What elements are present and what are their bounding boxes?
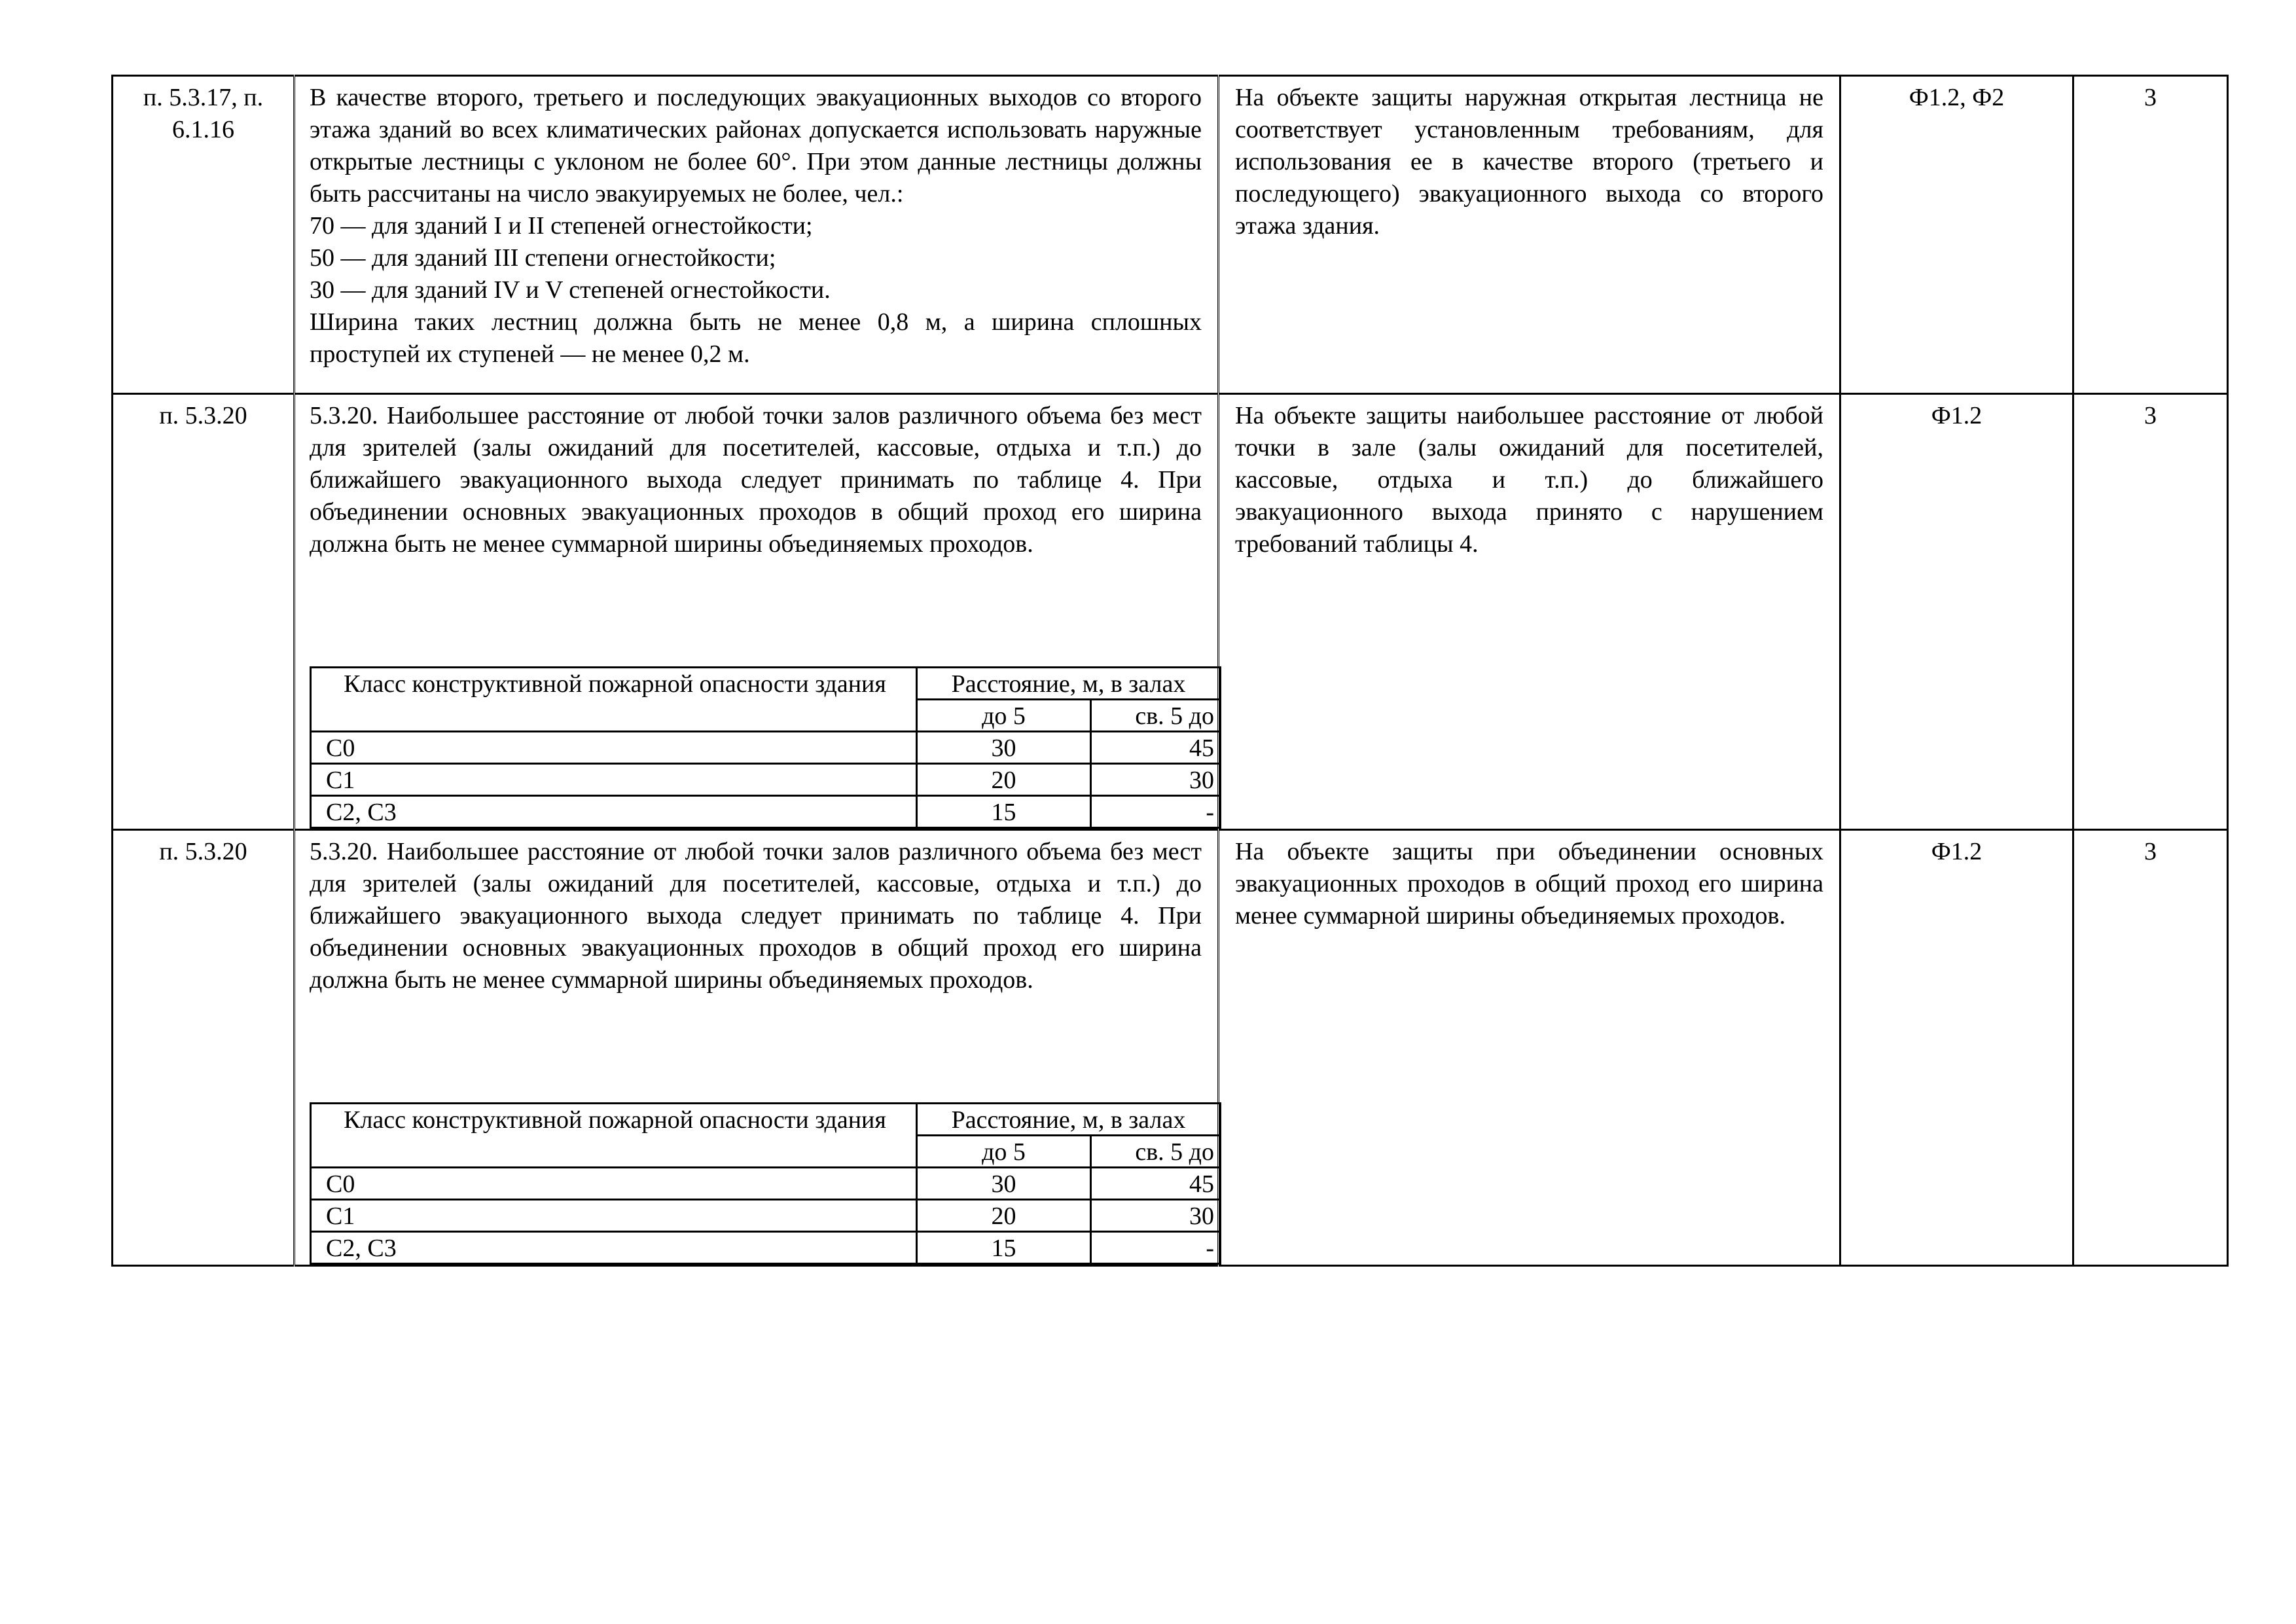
table-row (113, 830, 2228, 1266)
class-value: С2, С3 (311, 1232, 917, 1264)
requirement-text: 5.3.20. Наибольшее расстояние от любой точки залов различного объема без мест для зрителей (залы ожиданий для посетителей, кассовые, отдыха и т.п.) до ближайшего эвакуационного выхода следует принимать по таблице 4. При объединении основных эвакуационных проходов в общий проход его ширина должна быть не менее суммарной ширины объединяемых проходов. (310, 402, 1202, 558)
header-distance: Расстояние, м, в залах (917, 1104, 1221, 1136)
distance-a: 20 (917, 764, 1091, 796)
category-cell: 3 (2073, 394, 2228, 830)
class-cell: Ф1.2 (1840, 830, 2073, 1266)
table-row (113, 76, 2228, 394)
distance-table (310, 1102, 1221, 1265)
class-cell: Ф1.2 (1840, 394, 2073, 830)
violation-cell: На объекте защиты при объединении основных эвакуационных проходов в общий проход его ширина менее суммарной ширины объединяемых проходов. (1219, 830, 1840, 1266)
distance-table-row (311, 764, 1221, 796)
header-class: Класс конструктивной пожарной опасности здания (311, 1104, 917, 1168)
distance-a: 15 (917, 796, 1091, 828)
distance-b: 30 (1091, 1200, 1221, 1232)
distance-table-row (311, 1232, 1221, 1264)
requirement-cell (295, 76, 1219, 394)
class-value: С1 (311, 1200, 917, 1232)
class-value: С0 (311, 732, 917, 764)
distance-table-row (311, 1200, 1221, 1232)
header-class: Класс конструктивной пожарной опасности здания (311, 668, 917, 732)
reference-cell: п. 5.3.17, п. 6.1.16 (113, 76, 295, 394)
requirement-text: 5.3.20. Наибольшее расстояние от любой точки залов различного объема без мест для зрителей (залы ожиданий для посетителей, кассовые, отдыха и т.п.) до ближайшего эвакуационного выхода следует принимать по таблице 4. При объединении основных эвакуационных проходов в общий проход его ширина должна быть не менее суммарной ширины объединяемых проходов. (310, 838, 1202, 994)
subheader-up-to-5: до 5 (917, 700, 1091, 732)
class-value: С2, С3 (311, 796, 917, 828)
class-value: С0 (311, 1168, 917, 1200)
distance-table-row (311, 796, 1221, 828)
subheader-over-5: св. 5 до (1091, 1136, 1221, 1168)
category-cell: 3 (2073, 830, 2228, 1266)
class-cell: Ф1.2, Ф2 (1840, 76, 2073, 394)
requirement-cell (295, 394, 1219, 830)
distance-a: 15 (917, 1232, 1091, 1264)
distance-table-header (311, 1104, 1221, 1136)
header-distance: Расстояние, м, в залах (917, 668, 1221, 700)
distance-b: 45 (1091, 732, 1221, 764)
distance-a: 30 (917, 732, 1091, 764)
distance-b: - (1091, 1232, 1221, 1264)
requirement-text: 30 — для зданий IV и V степеней огнестойкости. (310, 276, 831, 304)
requirement-text: 50 — для зданий III степени огнестойкости; (310, 244, 776, 272)
requirement-text: В качестве второго, третьего и последующих эвакуационных выходов со второго этажа зданий во всех климатических районах допускается использовать наружные открытые лестницы с уклоном не более 60°. При этом данные лестницы должны быть рассчитаны на число эвакуируемых не более, чел.: (310, 84, 1202, 208)
distance-table-header (311, 668, 1221, 700)
distance-table-row (311, 732, 1221, 764)
distance-a: 30 (917, 1168, 1091, 1200)
table-row (113, 394, 2228, 830)
reference-cell: п. 5.3.20 (113, 830, 295, 1266)
subheader-over-5: св. 5 до (1091, 700, 1221, 732)
class-value: С1 (311, 764, 917, 796)
requirement-cell (295, 830, 1219, 1266)
distance-table (310, 666, 1221, 829)
subheader-up-to-5: до 5 (917, 1136, 1091, 1168)
distance-b: - (1091, 796, 1221, 828)
distance-table-row (311, 1168, 1221, 1200)
violation-cell: На объекте защиты наибольшее расстояние от любой точки в зале (залы ожиданий для посетителей, кассовые, отдыха и т.п.) до ближайшего эвакуационного выхода принято с нарушением требований таблицы 4. (1219, 394, 1840, 830)
distance-b: 45 (1091, 1168, 1221, 1200)
violation-cell: На объекте защиты наружная открытая лестница не соответствует установленным требованиям, для использования ее в качестве второго (третьего и последующего) эвакуационного выхода со второго этажа здания. (1219, 76, 1840, 394)
distance-b: 30 (1091, 764, 1221, 796)
requirements-table (111, 75, 2229, 1267)
category-cell: 3 (2073, 76, 2228, 394)
requirement-text: 70 — для зданий I и II степеней огнестойкости; (310, 212, 813, 240)
reference-cell: п. 5.3.20 (113, 394, 295, 830)
requirement-text: Ширина таких лестниц должна быть не менее 0,8 м, а ширина сплошных проступей их ступеней — не менее 0,2 м. (310, 308, 1202, 368)
distance-a: 20 (917, 1200, 1091, 1232)
